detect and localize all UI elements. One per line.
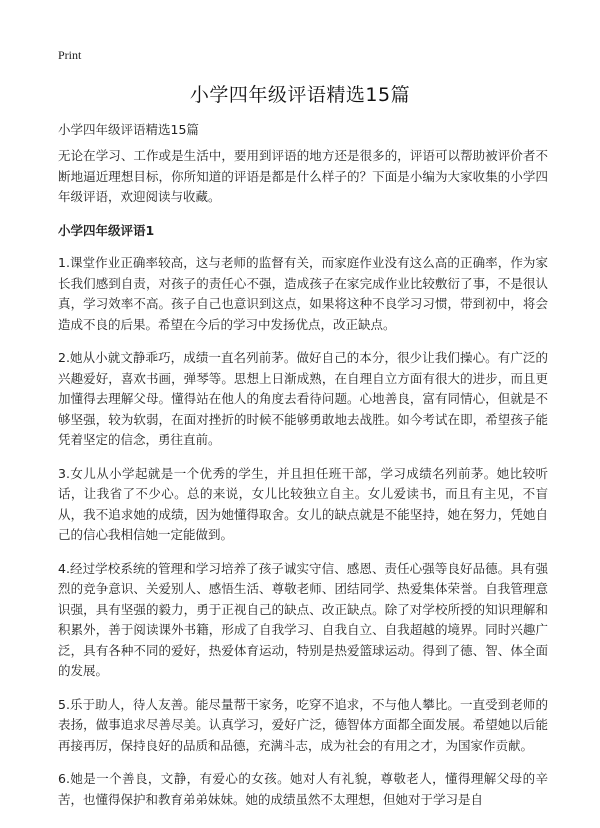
comment-paragraph: 6.她是一个善良，文静，有爱心的女孩。她对人有礼貌，尊敬老人，懂得理解父母的辛苦，也懂得保护和教育弟弟妹妹。她的成绩虽然不太理想，但她对于学习是自: [58, 771, 548, 807]
comment-paragraph: 3.女儿从小学起就是一个优秀的学生，并且担任班干部，学习成绩名列前茅。她比较听话，让我省了不少心。总的来说，女儿比较独立自主。女儿爱读书，而且有主见，不盲从，我不追求她的成绩，因为她懂得取舍。女儿的缺点就是不能坚持，她在努力，凭她自己的信心我相信她一定能做到。: [58, 465, 548, 542]
document-body: [58, 146, 548, 823]
comment-paragraph: 1.课堂作业正确率较高，这与老师的监督有关，而家庭作业没有这么高的正确率，作为家长我们感到自责，对孩子的责任心不强，造成孩子在家完成作业比较敷衍了事，不是很认真，学习效率不高。孩子自己也意识到这点，如果将这种不良学习习惯，带到初中，将会造成不良的后果。希望在今后的学习中发扬优点，改正缺点。: [58, 255, 548, 332]
comment-paragraph: 4.经过学校系统的管理和学习培养了孩子诚实守信、感恩、责任心强等良好品德。具有强烈的竞争意识、关爱别人、感悟生活、尊敬老师、团结同学、热爱集体荣誉。自我管理意识强，具有坚强的毅力，勇于正视自己的缺点、改正缺点。除了对学校所授的知识理解和积累外，善于阅读课外书籍，形成了自我学习、自我自立、自我超越的境界。同时兴趣广泛，具有各种不同的爱好，热爱体育运动，特别是热爱篮球运动。得到了德、智、体全面的发展。: [58, 560, 548, 678]
print-label: Print: [58, 48, 82, 62]
comment-paragraph: 2.她从小就文静乖巧，成绩一直名列前茅。做好自己的本分，很少让我们操心。有广泛的兴趣爱好，喜欢书画，弹琴等。思想上日渐成熟，在自理自立方面有很大的进步，而且更加懂得去理解父母。懂得站在他人的角度去看待问题。心地善良，富有同情心，但就是不够坚强，较为软弱，在面对挫折的时候不能够勇敢地去战胜。如今考试在即，希望孩子能凭着坚定的信念，勇往直前。: [58, 350, 548, 447]
intro-paragraph: 无论在学习、工作或是生活中，要用到评语的地方还是很多的，评语可以帮助被评价者不断地逼近理想目标，你所知道的评语是都是什么样子的？下面是小编为大家收集的小学四年级评语，欢迎阅读与收藏。: [58, 148, 548, 204]
section-heading: 小学四年级评语1: [58, 222, 155, 238]
document-subtitle: 小学四年级评语精选15篇: [58, 122, 199, 137]
comment-paragraph: 5.乐于助人，待人友善。能尽量帮干家务，吃穿不追求，不与他人攀比。一直受到老师的表扬，做事追求尽善尽美。认真学习，爱好广泛，德智体方面都全面发展。希望她以后能再接再厉，保持良好的品质和品德，充满斗志，成为社会的有用之才，为国家作贡献。: [58, 696, 548, 753]
page-title: 小学四年级评语精选15篇: [189, 84, 411, 106]
